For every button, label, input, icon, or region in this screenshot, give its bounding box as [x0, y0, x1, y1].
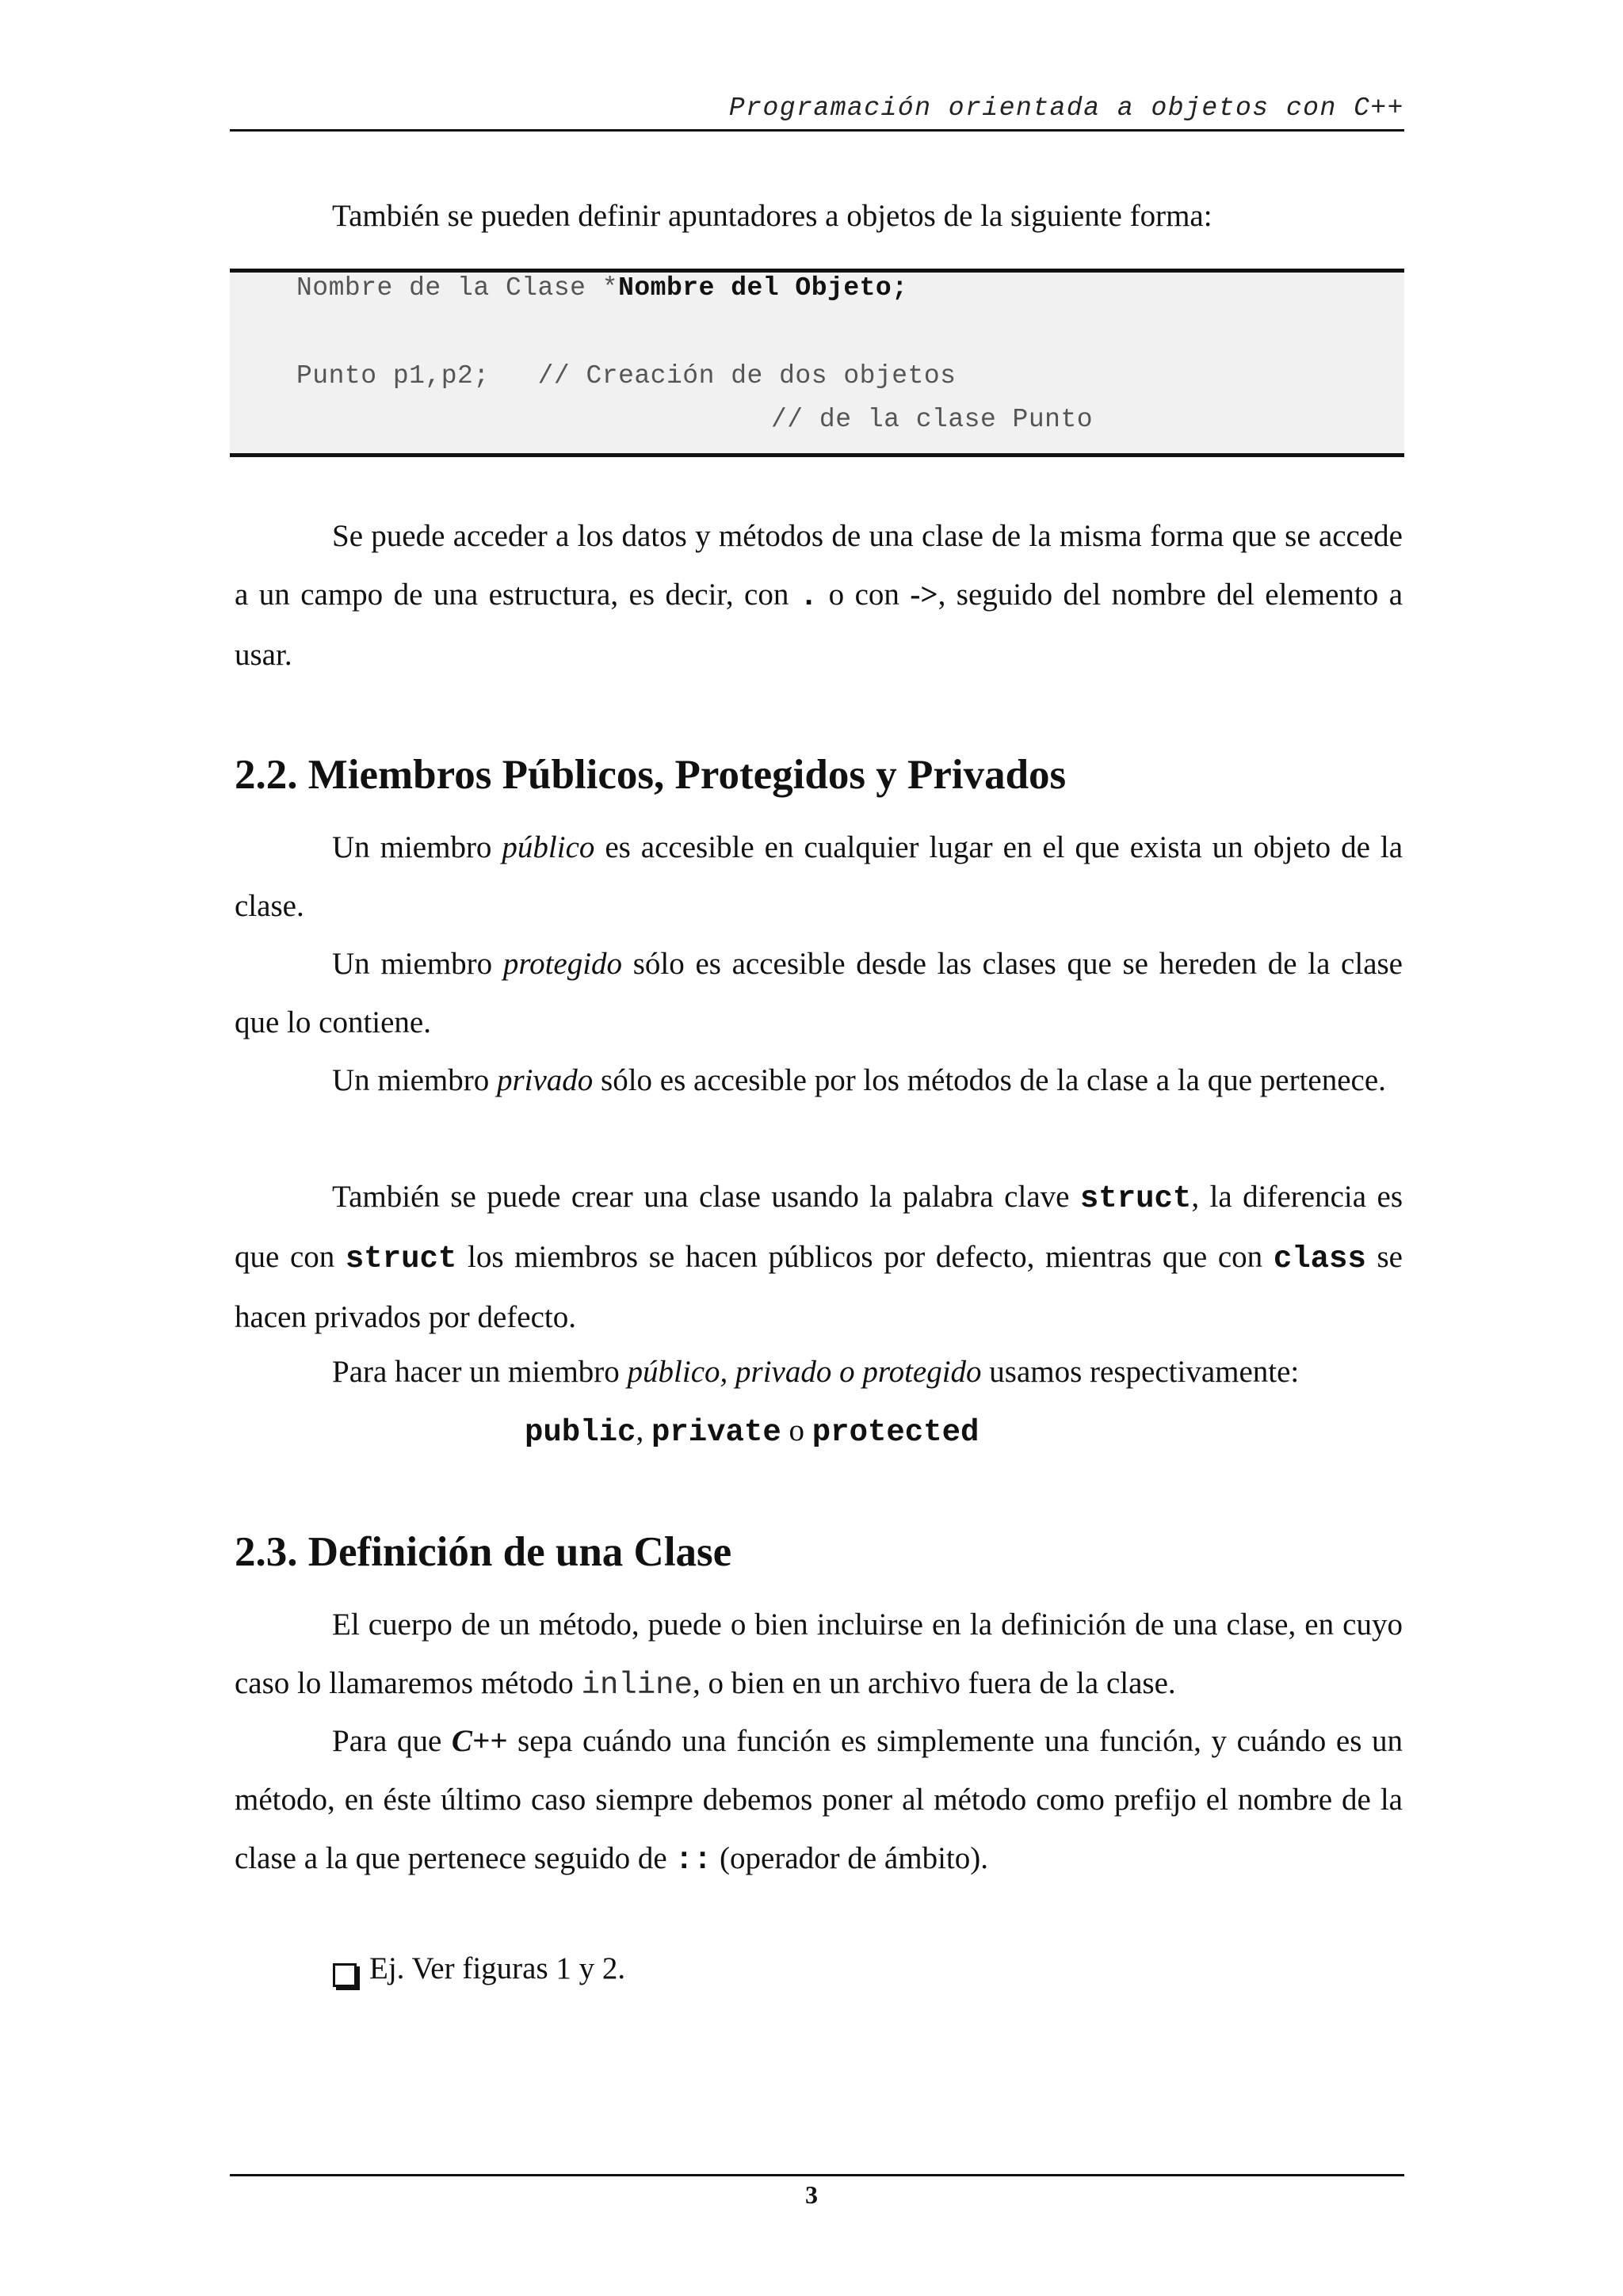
protected-member-paragraph: Un miembro protegido sólo es accesible desde las clases que se hereden de la clase que lo contiene. [235, 947, 1403, 1039]
code-syntax-line [296, 273, 908, 303]
example-reference: Ej. Ver figuras 1 y 2. [369, 1951, 626, 1985]
code-syntax-prefix: Nombre de la Clase * [296, 273, 619, 303]
scope-operator: :: [674, 1843, 712, 1878]
struct-paragraph: También se puede crear una clase usando la palabra clave struct, la diferencia es que con struct los miembros se hacen públicos por defecto, mientras que con class se hacen privados por defecto. [235, 1180, 1403, 1334]
public-keyword: public [525, 1415, 636, 1450]
code-example-statement: Punto p1,p2; [296, 361, 490, 391]
page-number: 3 [805, 2180, 818, 2209]
private-keyword: private [651, 1415, 781, 1450]
protected-keyword: protected [812, 1415, 980, 1450]
section-title-2-2: 2.2. Miembros Públicos, Protegidos y Privados [235, 752, 1067, 798]
running-header: Programación orientada a objetos con C++ [728, 93, 1404, 123]
code-example-line [296, 361, 956, 391]
code-example-comment: // Creación de dos objetos [537, 361, 957, 391]
scope-operator-paragraph: Para que C++ sepa cuándo una función es simplemente una función, y cuándo es un método, en éste último caso siempre debemos poner al método como prefijo el nombre de la clase a la que pertenece seguido de :: (operador de ámbito). [235, 1724, 1403, 1878]
header-rule [230, 129, 1404, 132]
class-keyword: class [1273, 1241, 1366, 1276]
cpp-label: C++ [451, 1724, 508, 1758]
access-paragraph: Se puede acceder a los datos y métodos de una clase de la misma forma que se accede a un campo de una estructura, es decir, con . o con ->, seguido del nombre del elemento a usar. [235, 519, 1403, 672]
code-syntax-bold: Nombre del Objeto; [618, 273, 908, 303]
inline-keyword: inline [581, 1668, 693, 1703]
intro-text: También se pueden definir apuntadores a objetos de la siguiente forma: [332, 199, 1212, 233]
checkbox-icon [333, 1963, 357, 1987]
access-specifier-paragraph: Para hacer un miembro público, privado o protegido usamos respectivamente: [332, 1355, 1300, 1389]
code-example-comment-2: // de la clase Punto [771, 405, 1094, 434]
footer-rule [230, 2174, 1404, 2176]
section-title-2-3: 2.3. Definición de una Clase [235, 1529, 732, 1575]
dot-operator: . [799, 579, 819, 614]
private-member-paragraph: Un miembro privado sólo es accesible por los métodos de la clase a la que pertenece. [332, 1063, 1386, 1097]
struct-keyword: struct [345, 1241, 457, 1276]
access-keywords-line: public, private o protected [525, 1413, 980, 1450]
struct-keyword: struct [1079, 1181, 1192, 1216]
method-body-paragraph: El cuerpo de un método, puede o bien incluirse en la definición de una clase, en cuyo caso lo llamaremos método inline, o bien en un archivo fuera de la clase. [235, 1608, 1403, 1703]
arrow-operator: -> [910, 578, 938, 612]
intro-paragraph [235, 187, 1403, 246]
public-member-paragraph: Un miembro público es accesible en cualquier lugar en el que exista un objeto de la clase. [235, 830, 1403, 923]
